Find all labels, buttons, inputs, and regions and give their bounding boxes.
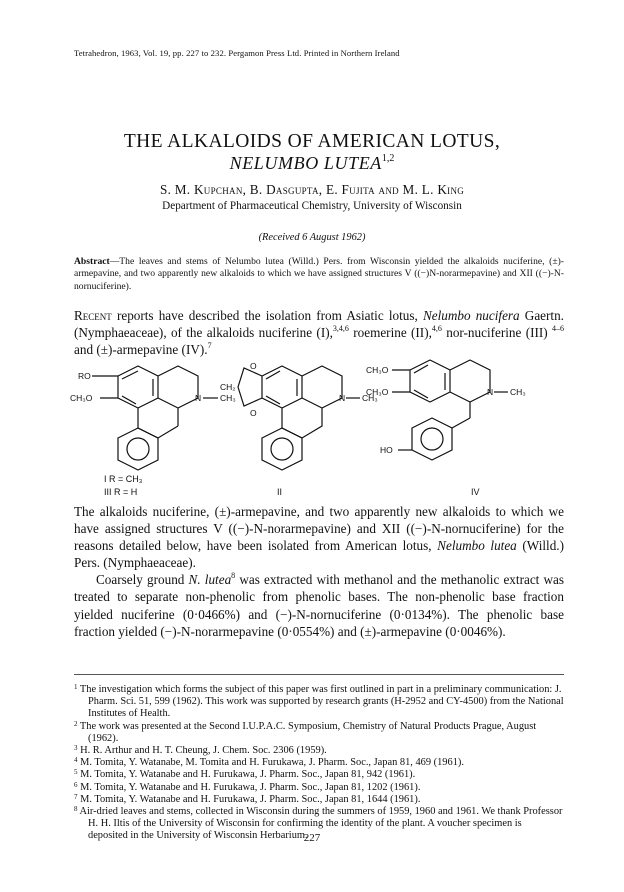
- s2-oxygen-b: O: [250, 408, 257, 418]
- s2-methylene-label: CH₂: [220, 382, 236, 392]
- abstract-text: —The leaves and stems of Nelumbo lutea (Willd.) Pers. from Wisconsin yielded the alkaloids nuciferine, (±)-armepavine, and two apparently new alkaloids to which we have assigned structures V ((−)N-norarmepavine) and XII ((−)-N-nornuciferine).: [74, 256, 564, 292]
- s1-n-label: N: [195, 393, 202, 403]
- intro-ref-d: 7: [207, 341, 212, 351]
- structure-label-iii: III R = H: [104, 487, 138, 496]
- intro-text-a: reports have described the isolation from Asiatic lotus,: [111, 308, 423, 323]
- s4-hydroxy-label: HO: [380, 445, 393, 455]
- body-p2-ref: 8: [231, 571, 236, 581]
- s1-methyl-label: CH₃: [220, 393, 236, 403]
- footnote-number: 5: [74, 768, 78, 777]
- structure-nuciferine: [92, 366, 218, 470]
- body-paragraph-2: [74, 571, 564, 639]
- s2-oxygen-a: O: [250, 361, 257, 371]
- footnote-number: 2: [74, 719, 78, 728]
- body-p2-species: N. lutea: [188, 572, 232, 588]
- footnote-divider: [74, 674, 564, 675]
- received-date: (Received 6 August 1962): [258, 232, 366, 243]
- intro-ref-b: 4,6: [431, 324, 442, 334]
- paper-title-species-text: NELUMBO LUTEA: [229, 153, 382, 173]
- s2-methyl-label: CH₃: [362, 393, 378, 403]
- footnote-text: The work was presented at the Second I.U.P.A.C. Symposium, Chemistry of Natural Products Prague, August (1962).: [79, 720, 537, 744]
- footnote-text: M. Tomita, Y. Watanabe, M. Tomita and H. Furukawa, J. Pharm. Soc., Japan 81, 469 (1961).: [80, 757, 464, 769]
- s4-n-label: N: [487, 387, 494, 397]
- body-p1-species: Nelumbo lutea: [437, 538, 517, 554]
- structure-armepavine: [392, 360, 508, 460]
- s4-methoxy-b: CH₃O: [366, 387, 389, 397]
- intro-species: Nelumbo nucifera: [422, 308, 520, 323]
- body-p1-text: The alkaloids nuciferine, (±)-armepavine, and two apparently new alkaloids to which we have assigned structures V ((−)-N-norarmepavine) and XII ((−)-N-nornuciferine) for the reasons detailed below, have been isolated from American lotus,: [74, 504, 564, 554]
- footnote: [74, 684, 564, 721]
- footnote-text: M. Tomita, Y. Watanabe and H. Furukawa, J. Pharm. Soc., Japan 81, 942 (1961).: [80, 769, 416, 781]
- author-list: S. M. Kupchan, B. Dasgupta, E. Fujita and M. L. King: [159, 182, 465, 197]
- structure-label-ii: II: [277, 487, 283, 496]
- footnote-number: 4: [74, 756, 78, 765]
- abstract-label: Abstract: [74, 256, 110, 267]
- body-p2-a: Coarsely ground: [96, 572, 189, 588]
- footnote-text: M. Tomita, Y. Watanabe and H. Furukawa, J. Pharm. Soc., Japan 81, 1644 (1961).: [80, 793, 421, 805]
- paper-title-species: [60, 153, 564, 174]
- intro-text-b: Gaertn. (Nymphaeaceae), of the alkaloids nuciferine (I),: [74, 308, 564, 341]
- intro-text-c: roemerine (II),: [348, 325, 432, 341]
- intro-paragraph: [74, 307, 564, 359]
- structure-roemerine: [238, 366, 360, 470]
- footnote-text: M. Tomita, Y. Watanabe and H. Furukawa, J. Pharm. Soc., Japan 81, 1202 (1961).: [80, 781, 421, 793]
- body-text: [74, 503, 564, 640]
- footnote-number: 8: [74, 805, 78, 814]
- footnote-number: 7: [74, 792, 78, 801]
- intro-text-e: and (±)-armepavine (IV).: [74, 342, 208, 358]
- footnote-number: 3: [74, 744, 78, 753]
- intro-text-d: nor-nuciferine (III): [441, 325, 552, 341]
- footnote-number: 1: [74, 683, 78, 691]
- footnote-text: The investigation which forms the subject of this paper was first outlined in part in a preliminary communication: J. Pharm. Sci. 51, 599 (1962). This work was supported by research grants (H-2952 and CY-4500) from the National Institutes of Health.: [79, 684, 564, 720]
- intro-ref-c: 4–6: [552, 324, 564, 334]
- body-p2-b: was extracted with methanol and the methanolic extract was treated to separate non-phenolic from phenolic bases. The non-phenolic base fraction yielded nuciferine (0·0466%) and (−)-N-nornuciferine (0·0134%). The phenolic base fraction yielded (−)-N-norarmepavine (0·0554%) and (±)-armepavine (0·0046%).: [74, 572, 564, 639]
- footnote-text: H. R. Arthur and H. T. Cheung, J. Chem. Soc. 2306 (1959).: [80, 745, 327, 757]
- s1-methoxy-label: CH₃O: [70, 393, 93, 403]
- s4-methoxy-a: CH₃O: [366, 365, 389, 375]
- footnote: [74, 769, 564, 781]
- footnote: [74, 745, 564, 757]
- footnote: [74, 721, 564, 745]
- body-p1-end: (Willd.) Pers. (Nymphaeaceae).: [74, 538, 564, 571]
- footnote-text: Air-dried leaves and stems, collected in Wisconsin during the summers of 1959, 1960 and 1961. We thank Professor H. H. Iltis of the University of Wisconsin for confirming the identity of the plant. A voucher specimen is deposited in the University of Wisconsin Herbarium.: [79, 806, 563, 842]
- structure-label-iv: IV: [471, 487, 480, 496]
- paper-title: THE ALKALOIDS OF AMERICAN LOTUS,: [123, 131, 501, 152]
- intro-lead: Recent: [74, 308, 112, 323]
- journal-header: Tetrahedron, 1963, Vol. 19, pp. 227 to 232. Pergamon Press Ltd. Printed in Northern Ireland: [74, 48, 400, 58]
- footnote: [74, 757, 564, 769]
- title-footnote-refs: 1,2: [381, 153, 395, 164]
- alkaloid-structures: [0, 356, 624, 496]
- footnotes: [74, 684, 564, 843]
- page-number: 227: [303, 832, 321, 844]
- abstract: [74, 256, 564, 293]
- s2-n-label: N: [339, 393, 346, 403]
- body-paragraph-1: [74, 503, 564, 571]
- structure-label-i: I R = CH₃: [104, 474, 143, 484]
- footnote: [74, 782, 564, 794]
- author-affiliation: Department of Pharmaceutical Chemistry, University of Wisconsin: [162, 200, 462, 212]
- footnote-number: 6: [74, 780, 78, 789]
- footnote: [74, 794, 564, 806]
- s4-methyl-label: CH₃: [510, 387, 526, 397]
- intro-ref-a: 3,4,6: [332, 324, 349, 334]
- s1-ro-label: RO: [78, 371, 91, 381]
